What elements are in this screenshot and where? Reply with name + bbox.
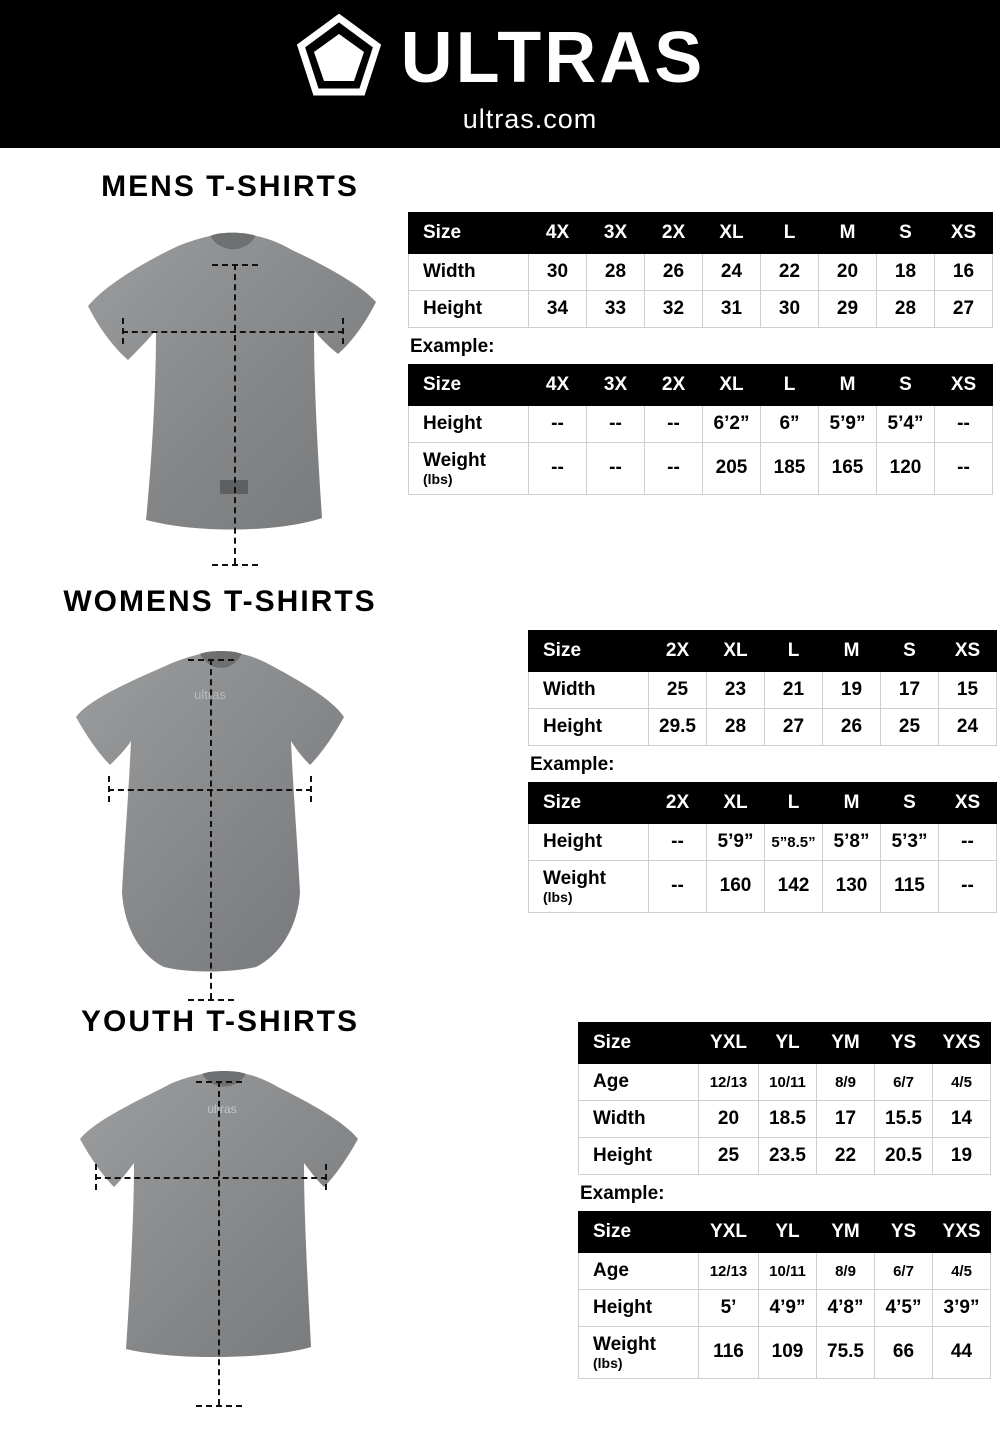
mens-height-bottom-tick xyxy=(212,564,258,566)
cell: 23 xyxy=(707,672,765,709)
col-m: M xyxy=(819,365,877,406)
cell: 6” xyxy=(761,406,819,443)
cell: 5’ xyxy=(699,1290,759,1327)
cell: 19 xyxy=(823,672,881,709)
womens-width-left-tick xyxy=(108,776,110,802)
row-label-height: Height xyxy=(409,406,529,443)
col-s: S xyxy=(881,631,939,672)
cell: -- xyxy=(649,861,707,913)
cell: 28 xyxy=(707,709,765,746)
table-row xyxy=(579,1327,991,1379)
cell: 15 xyxy=(939,672,997,709)
cell: -- xyxy=(935,443,993,495)
col-xl: XL xyxy=(703,213,761,254)
cell: 24 xyxy=(939,709,997,746)
cell: 6’2” xyxy=(703,406,761,443)
cell: 8/9 xyxy=(817,1253,875,1290)
col-size: Size xyxy=(579,1212,699,1253)
mens-width-right-tick xyxy=(342,318,344,344)
col-m: M xyxy=(819,213,877,254)
cell: 15.5 xyxy=(875,1101,933,1138)
col-s: S xyxy=(881,783,939,824)
cell: 44 xyxy=(933,1327,991,1379)
table-row xyxy=(579,1253,991,1290)
womens-height-guide xyxy=(210,659,212,999)
row-label-weight xyxy=(579,1327,699,1379)
youth-tshirt-illustration xyxy=(60,1057,395,1377)
table-row xyxy=(579,1290,991,1327)
table-header-row xyxy=(579,1212,991,1253)
page-header xyxy=(0,0,1000,148)
col-ym: YM xyxy=(817,1212,875,1253)
cell: 130 xyxy=(823,861,881,913)
table-header-row xyxy=(409,213,993,254)
col-l: L xyxy=(765,631,823,672)
col-yxs: YXS xyxy=(933,1212,991,1253)
cell: 109 xyxy=(759,1327,817,1379)
table-header-row xyxy=(529,631,997,672)
row-label-weight-unit: (lbs) xyxy=(543,889,573,905)
row-label-weight-text: Weight xyxy=(423,450,486,471)
table-row xyxy=(579,1064,991,1101)
cell: 3’9” xyxy=(933,1290,991,1327)
cell: 165 xyxy=(819,443,877,495)
cell: 4/5 xyxy=(933,1064,991,1101)
col-m: M xyxy=(823,631,881,672)
cell: 25 xyxy=(699,1138,759,1175)
col-ym: YM xyxy=(817,1023,875,1064)
youth-example-label: Example: xyxy=(580,1183,665,1204)
col-l: L xyxy=(761,365,819,406)
womens-width-right-tick xyxy=(310,776,312,802)
col-xl: XL xyxy=(707,783,765,824)
col-ys: YS xyxy=(875,1023,933,1064)
cell: -- xyxy=(587,406,645,443)
svg-text:ultras: ultras xyxy=(207,1102,237,1116)
row-label-height: Height xyxy=(579,1138,699,1175)
row-label-weight-text: Weight xyxy=(543,868,606,889)
cell: 28 xyxy=(877,291,935,328)
table-row xyxy=(529,861,997,913)
col-xs: XS xyxy=(935,365,993,406)
youth-example-table xyxy=(578,1211,991,1379)
womens-height-top-tick xyxy=(188,659,234,661)
cell: -- xyxy=(939,824,997,861)
row-label-age: Age xyxy=(579,1253,699,1290)
womens-size-table xyxy=(528,630,997,746)
cell: 205 xyxy=(703,443,761,495)
col-4x: 4X xyxy=(529,213,587,254)
youth-width-right-tick xyxy=(325,1164,327,1190)
cell: 185 xyxy=(761,443,819,495)
cell: 115 xyxy=(881,861,939,913)
youth-section-illustration xyxy=(45,1005,395,1377)
cell: 142 xyxy=(765,861,823,913)
row-label-width: Width xyxy=(409,254,529,291)
table-row xyxy=(529,672,997,709)
col-yxs: YXS xyxy=(933,1023,991,1064)
cell: 4’9” xyxy=(759,1290,817,1327)
cell: 12/13 xyxy=(699,1064,759,1101)
cell: 19 xyxy=(933,1138,991,1175)
womens-section-title: WOMENS T-SHIRTS xyxy=(63,585,377,618)
womens-height-bottom-tick xyxy=(188,999,234,1001)
col-yl: YL xyxy=(759,1212,817,1253)
womens-tables xyxy=(528,630,997,913)
cell: 26 xyxy=(823,709,881,746)
col-4x: 4X xyxy=(529,365,587,406)
mens-height-guide xyxy=(234,264,236,564)
col-s: S xyxy=(877,213,935,254)
row-label-width: Width xyxy=(579,1101,699,1138)
table-header-row xyxy=(529,783,997,824)
mens-example-label: Example: xyxy=(410,336,495,357)
col-ys: YS xyxy=(875,1212,933,1253)
table-row xyxy=(409,443,993,495)
cell: 5’8” xyxy=(823,824,881,861)
cell: 66 xyxy=(875,1327,933,1379)
youth-size-table xyxy=(578,1022,991,1175)
cell: 17 xyxy=(817,1101,875,1138)
table-row xyxy=(409,291,993,328)
cell: 5”8.5” xyxy=(765,824,823,861)
col-size: Size xyxy=(409,213,529,254)
cell: 25 xyxy=(649,672,707,709)
col-xl: XL xyxy=(703,365,761,406)
cell: 18 xyxy=(877,254,935,291)
cell: 18.5 xyxy=(759,1101,817,1138)
brand-url: ultras.com xyxy=(462,103,598,134)
youth-height-guide xyxy=(218,1081,220,1405)
brand-name: ULTRAS xyxy=(400,17,706,98)
row-label-height: Height xyxy=(529,709,649,746)
col-xl: XL xyxy=(707,631,765,672)
mens-tables xyxy=(408,212,993,495)
womens-section-illustration xyxy=(40,585,400,977)
womens-tshirt-illustration xyxy=(60,637,400,977)
cell: 22 xyxy=(817,1138,875,1175)
col-3x: 3X xyxy=(587,365,645,406)
cell: 22 xyxy=(761,254,819,291)
row-label-height: Height xyxy=(529,824,649,861)
table-header-row xyxy=(409,365,993,406)
row-label-weight-unit: (lbs) xyxy=(593,1355,623,1371)
cell: -- xyxy=(935,406,993,443)
col-yxl: YXL xyxy=(699,1212,759,1253)
cell: 5’9” xyxy=(707,824,765,861)
col-size: Size xyxy=(529,631,649,672)
table-row xyxy=(579,1101,991,1138)
cell: -- xyxy=(529,443,587,495)
table-row xyxy=(579,1138,991,1175)
cell: -- xyxy=(649,824,707,861)
cell: 4/5 xyxy=(933,1253,991,1290)
cell: 12/13 xyxy=(699,1253,759,1290)
cell: 27 xyxy=(765,709,823,746)
cell: 32 xyxy=(645,291,703,328)
col-size: Size xyxy=(529,783,649,824)
cell: -- xyxy=(939,861,997,913)
cell: 120 xyxy=(877,443,935,495)
row-label-height: Height xyxy=(409,291,529,328)
col-size: Size xyxy=(409,365,529,406)
youth-section-title: YOUTH T-SHIRTS xyxy=(80,1005,359,1038)
cell: 5’9” xyxy=(819,406,877,443)
brand-row xyxy=(295,14,706,102)
col-xs: XS xyxy=(935,213,993,254)
youth-width-guide xyxy=(95,1177,327,1179)
cell: 6/7 xyxy=(875,1064,933,1101)
mens-example-table xyxy=(408,364,993,495)
cell: 25 xyxy=(881,709,939,746)
mens-size-table xyxy=(408,212,993,328)
cell: 34 xyxy=(529,291,587,328)
col-m: M xyxy=(823,783,881,824)
cell: 5’4” xyxy=(877,406,935,443)
cell: 29.5 xyxy=(649,709,707,746)
svg-text:ultras: ultras xyxy=(194,687,226,702)
pentagon-logo-icon xyxy=(295,14,383,102)
row-label-height: Height xyxy=(579,1290,699,1327)
cell: 5’3” xyxy=(881,824,939,861)
womens-example-label: Example: xyxy=(530,754,615,775)
youth-width-left-tick xyxy=(95,1164,97,1190)
col-2x: 2X xyxy=(649,631,707,672)
womens-example-table xyxy=(528,782,997,913)
row-label-width: Width xyxy=(529,672,649,709)
cell: 21 xyxy=(765,672,823,709)
cell: 20 xyxy=(819,254,877,291)
cell: 30 xyxy=(761,291,819,328)
cell: -- xyxy=(529,406,587,443)
cell: 28 xyxy=(587,254,645,291)
col-size: Size xyxy=(579,1023,699,1064)
cell: -- xyxy=(645,406,703,443)
cell: -- xyxy=(587,443,645,495)
mens-section-title: MENS T-SHIRTS xyxy=(101,170,359,203)
cell: 16 xyxy=(935,254,993,291)
mens-height-top-tick xyxy=(212,264,258,266)
cell: 116 xyxy=(699,1327,759,1379)
youth-tables xyxy=(578,1022,991,1379)
col-2x: 2X xyxy=(645,365,703,406)
cell: 14 xyxy=(933,1101,991,1138)
cell: -- xyxy=(645,443,703,495)
cell: 75.5 xyxy=(817,1327,875,1379)
mens-section-illustration xyxy=(60,170,400,548)
cell: 17 xyxy=(881,672,939,709)
cell: 27 xyxy=(935,291,993,328)
col-xs: XS xyxy=(939,783,997,824)
cell: 160 xyxy=(707,861,765,913)
cell: 8/9 xyxy=(817,1064,875,1101)
cell: 33 xyxy=(587,291,645,328)
cell: 10/11 xyxy=(759,1253,817,1290)
row-label-weight xyxy=(529,861,649,913)
col-xs: XS xyxy=(939,631,997,672)
cell: 10/11 xyxy=(759,1064,817,1101)
cell: 23.5 xyxy=(759,1138,817,1175)
table-row xyxy=(529,709,997,746)
table-header-row xyxy=(579,1023,991,1064)
mens-tshirt-illustration xyxy=(60,218,400,548)
row-label-weight-text: Weight xyxy=(593,1334,656,1355)
row-label-age: Age xyxy=(579,1064,699,1101)
table-row xyxy=(409,254,993,291)
youth-height-top-tick xyxy=(196,1081,242,1083)
row-label-weight xyxy=(409,443,529,495)
cell: 20 xyxy=(699,1101,759,1138)
col-3x: 3X xyxy=(587,213,645,254)
mens-width-guide xyxy=(122,331,344,333)
col-l: L xyxy=(765,783,823,824)
table-row xyxy=(409,406,993,443)
col-yxl: YXL xyxy=(699,1023,759,1064)
cell: 29 xyxy=(819,291,877,328)
cell: 4’8” xyxy=(817,1290,875,1327)
cell: 30 xyxy=(529,254,587,291)
col-2x: 2X xyxy=(649,783,707,824)
col-yl: YL xyxy=(759,1023,817,1064)
col-l: L xyxy=(761,213,819,254)
row-label-weight-unit: (lbs) xyxy=(423,471,453,487)
cell: 26 xyxy=(645,254,703,291)
table-row xyxy=(529,824,997,861)
cell: 31 xyxy=(703,291,761,328)
cell: 24 xyxy=(703,254,761,291)
col-2x: 2X xyxy=(645,213,703,254)
youth-height-bottom-tick xyxy=(196,1405,242,1407)
cell: 4’5” xyxy=(875,1290,933,1327)
mens-width-left-tick xyxy=(122,318,124,344)
cell: 20.5 xyxy=(875,1138,933,1175)
col-s: S xyxy=(877,365,935,406)
cell: 6/7 xyxy=(875,1253,933,1290)
